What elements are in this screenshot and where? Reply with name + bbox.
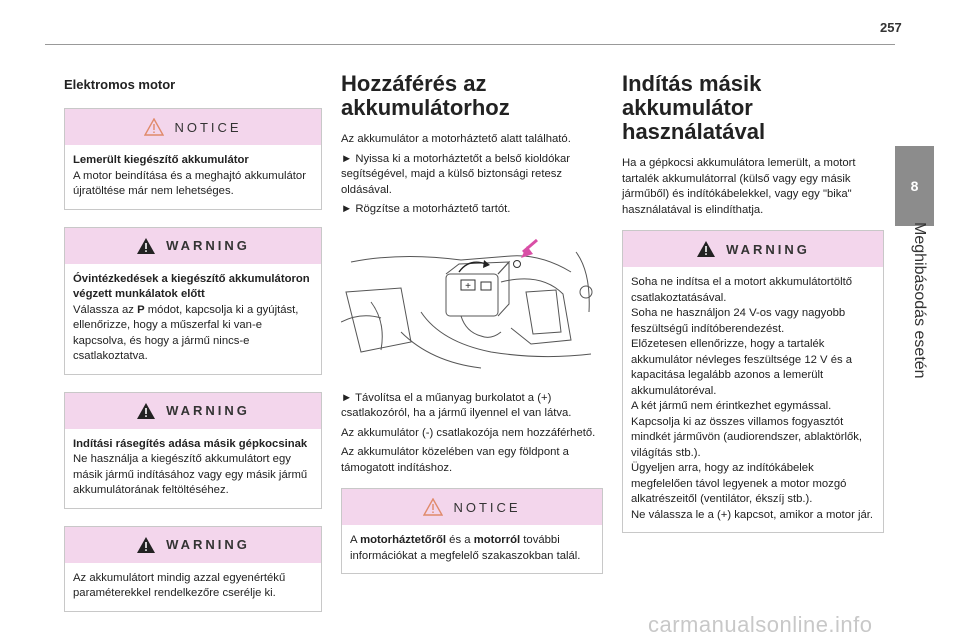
notice-text: A motor beindítása és a meghajtó akkumulátor újratöltése már nem lehetséges. [73, 169, 306, 197]
column-3 [622, 72, 884, 550]
warning-line: Soha ne indítsa el a motort akkumulátortöltő csatlakoztatásával. [631, 276, 853, 304]
step-text: ► Rögzítse a motorháztető tartót. [341, 203, 511, 215]
battery-illustration [341, 232, 603, 374]
svg-text:+: + [465, 280, 471, 292]
warning-box [622, 230, 884, 533]
notice-box: NOTICE A motorháztetőről és a motorról további információkat a megfelelő szakaszokban talál. [341, 488, 603, 574]
chapter-tab[interactable]: 8 [895, 146, 934, 226]
section-heading-electric-motor: Elektromos motor [64, 77, 176, 92]
body-text: Az akkumulátor közelében van egy földpont a támogatott indításhoz. [341, 446, 569, 474]
step-text: ► Nyissa ki a motorháztetőt a belső kioldókar segítségével, majd a külső biztonsági retesz oldásával. [341, 152, 571, 196]
top-rule [45, 44, 895, 45]
section-heading-battery-access: Hozzáférés az akkumulátorhoz [341, 71, 510, 120]
warning-label: WARNING [166, 537, 250, 552]
intro-text: Ha a gépkocsi akkumulátora lemerült, a motort tartalék akkumulátorral (külső vagy egy másik járműből) és indítókábelekkel, vagy egy "bika" használatával is elindíthatja. [622, 157, 856, 216]
warning-triangle-icon [696, 240, 716, 258]
step-text: ► Távolítsa el a műanyag burkolatot a (+) csatlakozóról, ha a jármű ilyennel el van látva. [341, 391, 572, 419]
warning-line: A két jármű nem érintkezhet egymással. [631, 400, 832, 412]
notice-triangle-icon [423, 498, 443, 516]
column-1 [64, 72, 322, 629]
notice-title: Lemerült kiegészítő akkumulátor [73, 154, 249, 166]
warning-line: Előzetesen ellenőrizze, hogy a tartalék akkumulátor névleges feszültsége 12 V és a kapacitása legalább azonos a lemerült akkumulátoréval. [631, 338, 853, 397]
warning-label: WARNING [166, 403, 250, 418]
warning-line: Ne válassza le a (+) kapcsot, amikor a motor jár. [631, 508, 874, 521]
notice-triangle-icon [144, 118, 164, 136]
warning-label: WARNING [726, 241, 810, 257]
warning-box: WARNING Óvintézkedések a kiegészítő akkumulátoron végzett munkálatok előtt Válassza az P módot, kapcsolja ki a gyújtást, ellenőrizze, hogy a műszerfal ki van-e kapcsolva, és hogy a jármű nincs-e csatlakoztatva. [64, 227, 322, 375]
chapter-label: Meghibásodás esetén [911, 222, 928, 379]
notice-label: NOTICE [174, 119, 242, 135]
body-text: Az akkumulátor (-) csatlakozója nem hozzáférhető. [341, 426, 596, 439]
warning-box [64, 392, 322, 509]
warning-text: Az akkumulátort mindig azzal egyenértékű paraméterekkel rendelkezőre cserélje ki. [73, 571, 286, 599]
warning-box [64, 526, 322, 612]
warning-line: Soha ne használjon 24 V-os vagy nagyobb feszültségű indítóberendezést. [631, 307, 846, 335]
section-heading-jump-start: Indítás másik akkumulátor használatával [622, 71, 766, 144]
warning-label: WARNING [166, 238, 250, 253]
intro-text: Az akkumulátor a motorháztető alatt található. [341, 133, 571, 145]
column-2 [341, 72, 603, 591]
warning-title: Óvintézkedések a kiegészítő akkumulátoron végzett munkálatok előtt [73, 272, 310, 300]
warning-line: Ügyeljen arra, hogy az indítókábelek megfelelően távol legyenek a motor mozgó alkatrészeitől (ventilátor, ékszíj stb.). [631, 462, 847, 505]
warning-triangle-icon [136, 402, 156, 420]
page-number: 257 [880, 20, 902, 35]
warning-line: Kapcsolja ki az összes villamos fogyasztót mindkét járművön (audiorendszer, ablaktörlők, világítás stb.). [631, 415, 863, 459]
warning-title: Indítási rásegítés adása másik gépkocsinak [73, 437, 308, 450]
warning-text: Ne használja a kiegészítő akkumulátort egy másik jármű indításához vagy egy másik jármű akkumulátorának feltöltéséhez. [73, 453, 308, 496]
warning-triangle-icon [136, 237, 156, 255]
notice-box [64, 108, 322, 210]
notice-label: NOTICE [453, 499, 521, 515]
watermark: carmanualsonline.info [648, 612, 873, 637]
warning-triangle-icon [136, 536, 156, 554]
